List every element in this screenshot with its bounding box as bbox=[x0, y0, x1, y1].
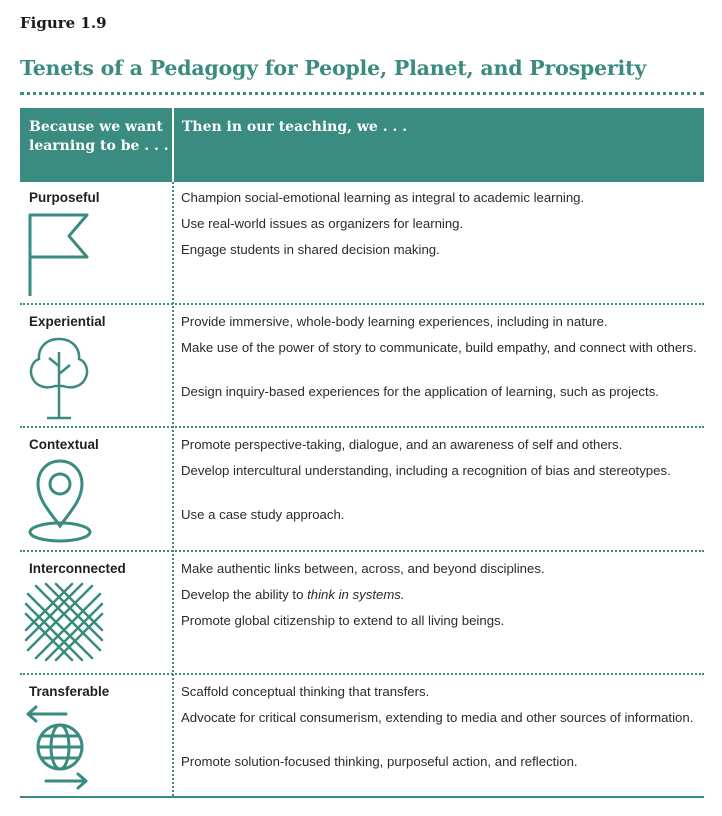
tree-icon bbox=[25, 334, 95, 427]
row-separator bbox=[20, 673, 704, 675]
row-title-contextual: Contextual bbox=[29, 437, 99, 452]
item-experiential-2: Make use of the power of story to communicate, build empathy, and connect with others. bbox=[181, 340, 697, 355]
map-pin-icon bbox=[24, 456, 98, 551]
header-right: Then in our teaching, we . . . bbox=[182, 119, 408, 135]
item-transferable-1: Scaffold conceptual thinking that transfers. bbox=[181, 684, 430, 699]
row-title-transferable: Transferable bbox=[29, 684, 110, 699]
item-interconnected-2-prefix: Develop the ability to bbox=[181, 587, 308, 602]
item-interconnected-2-emphasis: think in systems. bbox=[307, 587, 405, 602]
item-interconnected-2 bbox=[181, 586, 701, 604]
figure-label: Figure 1.9 bbox=[20, 14, 107, 32]
row-title-purposeful: Purposeful bbox=[29, 190, 100, 205]
item-interconnected-1: Make authentic links between, across, and beyond disciplines. bbox=[181, 561, 545, 576]
item-purposeful-1: Champion social-emotional learning as integral to academic learning. bbox=[181, 190, 585, 205]
row-title-experiential: Experiential bbox=[29, 314, 106, 329]
woven-lattice-icon bbox=[22, 580, 106, 669]
item-contextual-3: Use a case study approach. bbox=[181, 507, 345, 522]
row-separator bbox=[20, 303, 704, 305]
header-separator bbox=[172, 108, 174, 182]
item-purposeful-2: Use real-world issues as organizers for learning. bbox=[181, 216, 464, 231]
item-contextual-1: Promote perspective-taking, dialogue, and an awareness of self and others. bbox=[181, 437, 623, 452]
header-left: Because we want learning to be . . . bbox=[29, 119, 169, 154]
globe-arrows-icon bbox=[22, 703, 102, 796]
item-transferable-2: Advocate for critical consumerism, extending to media and other sources of information. bbox=[181, 710, 694, 725]
figure-title: Tenets of a Pedagogy for People, Planet, and Prosperity bbox=[20, 56, 647, 80]
item-transferable-3: Promote solution-focused thinking, purposeful action, and reflection. bbox=[181, 754, 578, 769]
bottom-rule bbox=[20, 796, 704, 798]
row-title-interconnected: Interconnected bbox=[29, 561, 126, 576]
row-separator bbox=[20, 550, 704, 552]
row-separator bbox=[20, 426, 704, 428]
item-interconnected-3: Promote global citizenship to extend to all living beings. bbox=[181, 613, 505, 628]
item-experiential-3: Design inquiry-based experiences for the application of learning, such as projects. bbox=[181, 384, 659, 399]
item-experiential-1: Provide immersive, whole-body learning experiences, including in nature. bbox=[181, 314, 608, 329]
item-contextual-2: Develop intercultural understanding, including a recognition of bias and stereotypes. bbox=[181, 463, 671, 478]
table-header bbox=[20, 108, 704, 182]
title-divider bbox=[20, 92, 704, 95]
flag-icon bbox=[25, 210, 95, 305]
column-divider bbox=[172, 182, 174, 796]
item-purposeful-3: Engage students in shared decision making. bbox=[181, 242, 440, 257]
